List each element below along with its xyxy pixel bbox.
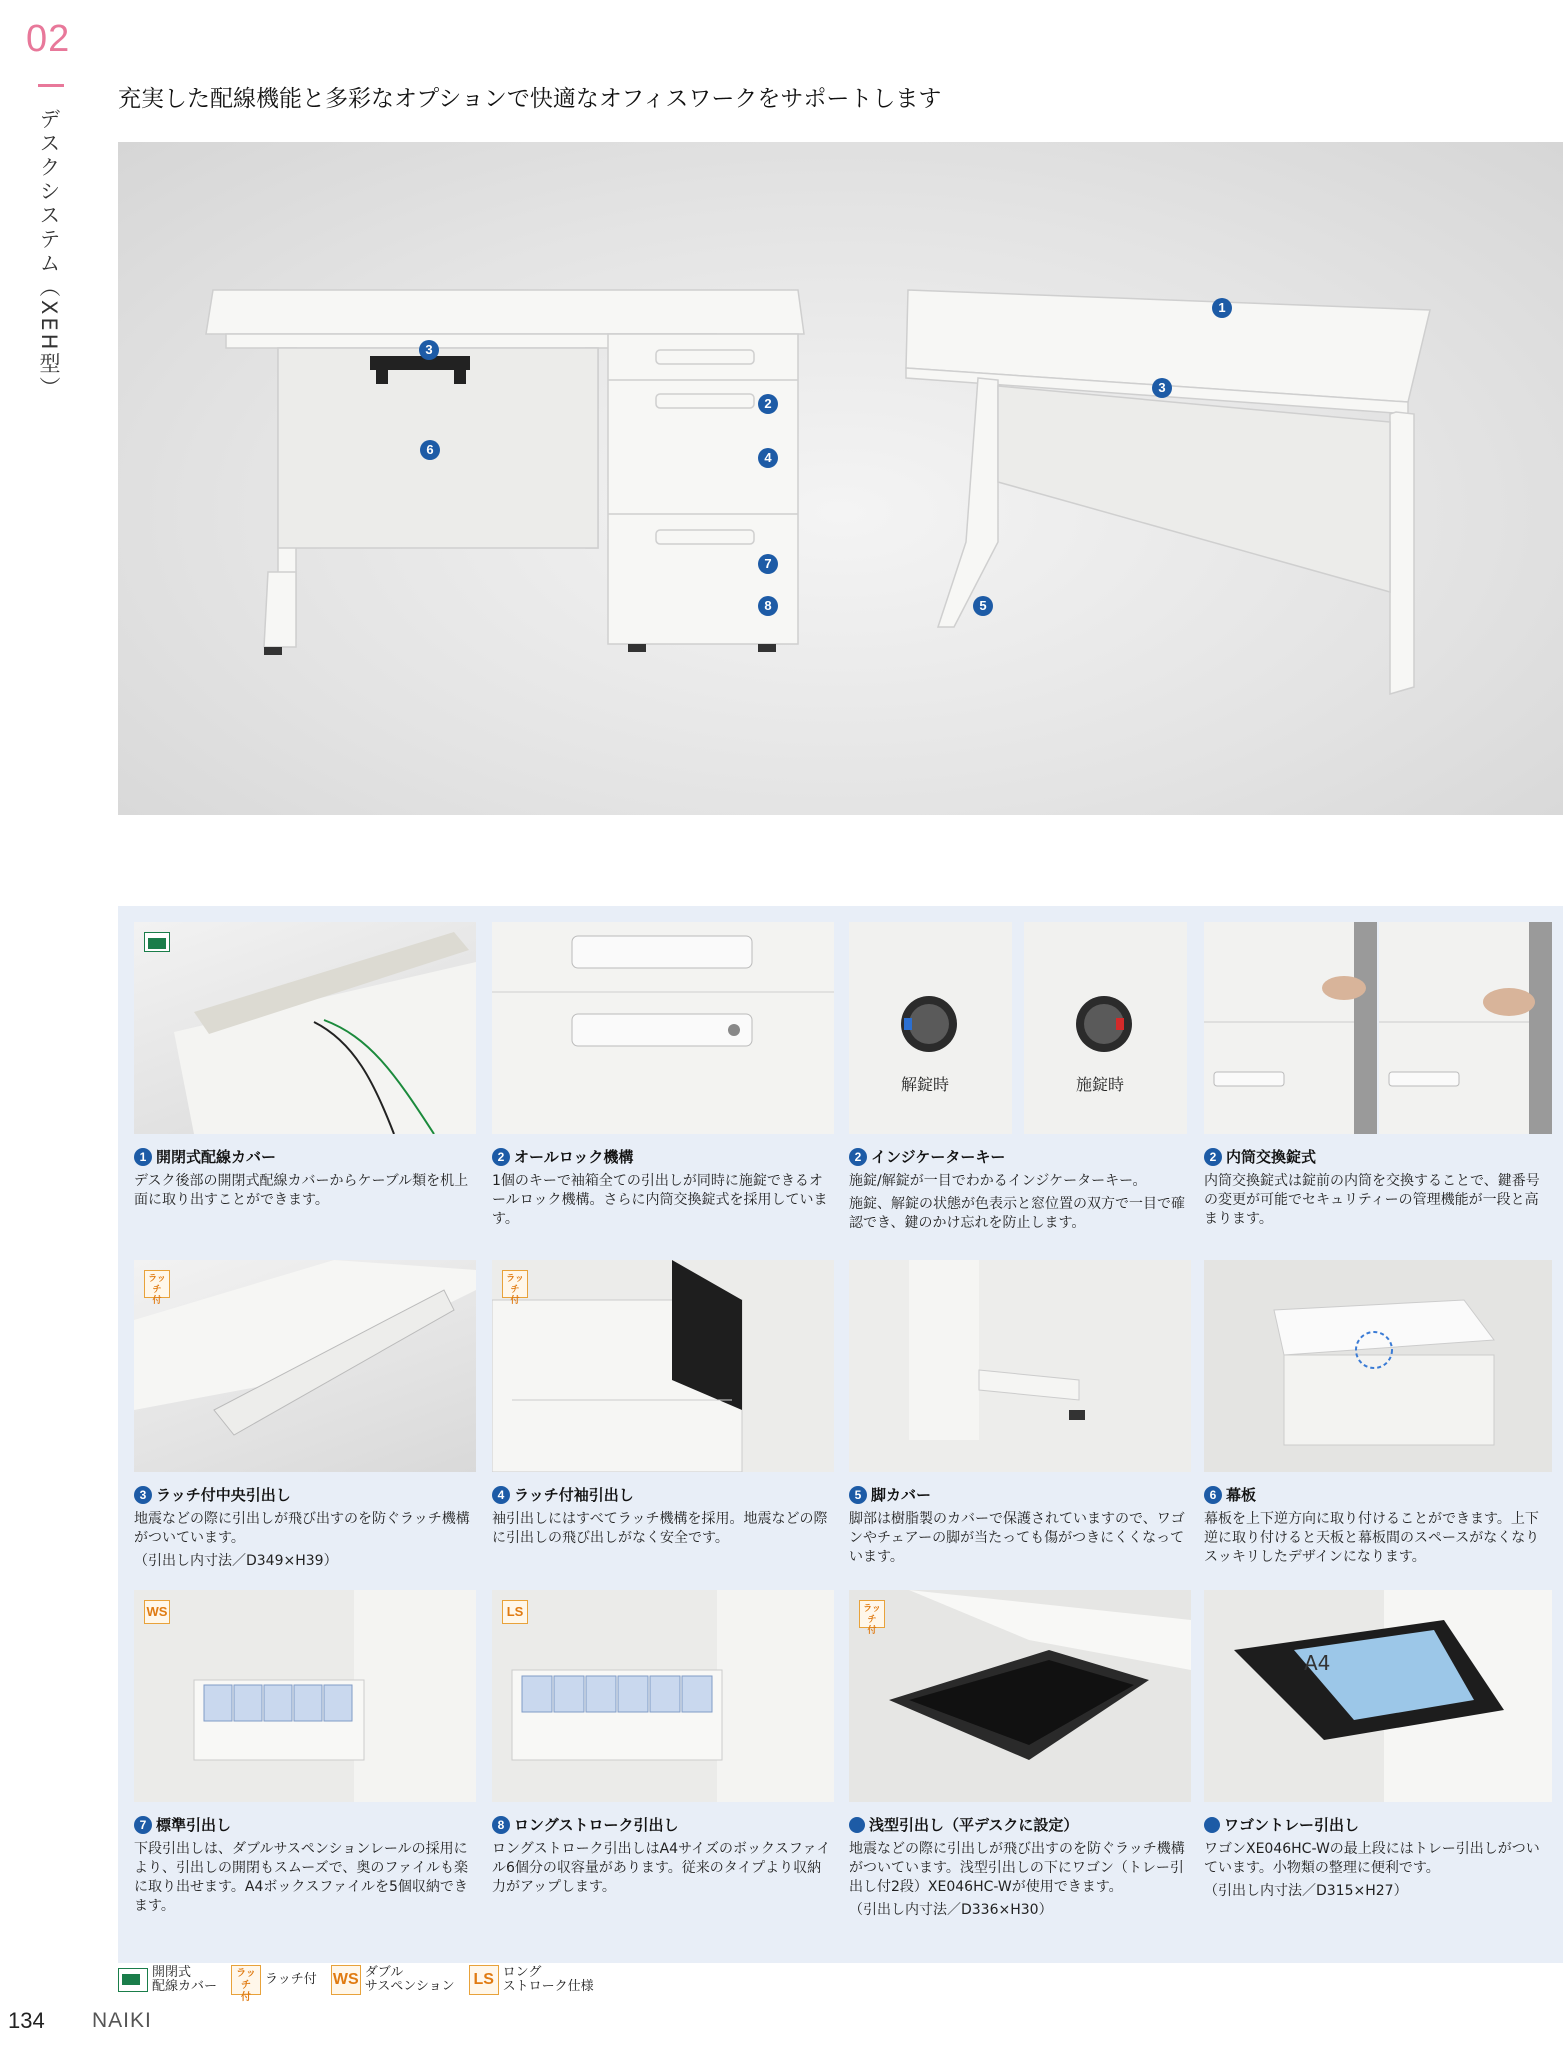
photo-long-stroke-drawer (492, 1590, 834, 1802)
feature-text: ワゴンXE046HC-Wの最上段にはトレー引出しがついています。小物類の整理に便利です。 (1204, 1841, 1540, 1876)
hero-marker-5: 5 (973, 596, 993, 616)
feature-leg-cover (849, 1484, 1191, 1567)
hero-marker-2: 2 (758, 394, 778, 414)
chapter-divider (38, 84, 64, 87)
feature-cylinder-lock (1204, 1146, 1546, 1229)
feature-number: 7 (134, 1816, 152, 1834)
desk-illustration (118, 142, 1563, 815)
feature-wagon-tray (1204, 1814, 1546, 1901)
page-headline: 充実した配線機能と多彩なオプションで快適なオフィスワークをサポートします (118, 86, 942, 112)
latch-badge: ラッチ 付 (859, 1600, 885, 1628)
feature-number: 1 (134, 1148, 152, 1166)
feature-title: 内筒交換錠式 (1226, 1148, 1317, 1166)
feature-title: 標準引出し (156, 1816, 232, 1834)
photo-all-lock (492, 922, 834, 1134)
feature-title: オールロック機構 (514, 1148, 634, 1166)
feature-number: 2 (849, 1148, 867, 1166)
photo-key-unlocked (849, 922, 1012, 1134)
icon-legend (118, 1960, 594, 2003)
feature-title: ワゴントレー引出し (1224, 1816, 1360, 1834)
photo-side-drawer (492, 1260, 834, 1472)
feature-text: ロングストローク引出しはA4サイズのボックスファイル6個分の収容量があります。従来のタイプより収納力がアップします。 (492, 1841, 831, 1895)
feature-text: 下段引出しは、ダブルサスペンションレールの採用により、引出しの開閉もスムーズで、奥のファイルも楽に取り出せます。A4ボックスファイルを5個収納できます。 (134, 1841, 469, 1914)
feature-title: ロングストローク引出し (514, 1816, 679, 1834)
latch-badge: ラッチ 付 (144, 1270, 170, 1298)
photo-shallow-drawer (849, 1590, 1191, 1802)
feature-title: 浅型引出し（平デスクに設定） (869, 1816, 1079, 1834)
feature-number: 4 (492, 1486, 510, 1504)
hero-marker-8: 8 (758, 596, 778, 616)
feature-number: 3 (134, 1486, 152, 1504)
legend-ls (469, 1965, 594, 1995)
feature-text: 施錠、解錠の状態が色表示と窓位置の双方で一目で確認でき、鍵のかけ忘れを防止します。 (849, 1196, 1185, 1231)
feature-number: 2 (492, 1148, 510, 1166)
legend-latch (231, 1965, 317, 2003)
feature-text: 1個のキーで袖箱全ての引出しが同時に施錠できるオールロック機構。さらに内筒交換錠式を採用しています。 (492, 1173, 828, 1227)
hero-marker-7: 7 (758, 554, 778, 574)
photo-cylinder-b (1379, 922, 1552, 1134)
wiring-cover-icon (118, 1968, 148, 1992)
latch-badge: ラッチ 付 (502, 1270, 528, 1298)
legend-label: 開閉式 配線カバー (152, 1965, 218, 1994)
feature-long-stroke-drawer (492, 1814, 834, 1897)
feature-text: 地震などの際に引出しが飛び出すのを防ぐラッチ機構がついています。 (134, 1511, 470, 1546)
photo-wiring-cover (134, 922, 476, 1134)
feature-center-drawer (134, 1484, 476, 1571)
photo-cylinder-a (1204, 922, 1377, 1134)
feature-dimension: （引出し内寸法／D349×H39） (134, 1553, 338, 1569)
unlocked-label: 解錠時 (901, 1075, 950, 1094)
feature-dimension: （引出し内寸法／D336×H30） (849, 1902, 1053, 1918)
hero-photo (118, 142, 1563, 815)
hero-marker-3b: 3 (1152, 378, 1172, 398)
photo-standard-drawer (134, 1590, 476, 1802)
feature-all-lock (492, 1146, 834, 1229)
feature-indicator-key (849, 1146, 1191, 1233)
feature-text: 施錠/解錠が一目でわかるインジケーターキー。 (849, 1173, 1147, 1189)
feature-title: 脚カバー (871, 1486, 932, 1504)
feature-number: 5 (849, 1486, 867, 1504)
legend-cover (118, 1966, 217, 1994)
hero-marker-3a: 3 (419, 340, 439, 360)
feature-number: 6 (1204, 1486, 1222, 1504)
feature-dimension: （引出し内寸法／D315×H27） (1204, 1883, 1408, 1899)
brand-name: NAIKI (92, 2009, 152, 2032)
ls-icon: LS (469, 1965, 499, 1995)
feature-bullet (1204, 1817, 1220, 1833)
feature-number: 8 (492, 1816, 510, 1834)
feature-text: 袖引出しにはすべてラッチ機構を採用。地震などの際に引出しの飛び出しがなく安全です。 (492, 1511, 828, 1546)
chapter-name: デスクシステム（XEH型） (37, 108, 61, 401)
feature-text: デスク後部の開閉式配線カバーからケーブル類を机上面に取り出すことができます。 (134, 1173, 469, 1208)
latch-icon: ラッチ 付 (231, 1965, 261, 1995)
tray-paper-label: A4 (1304, 1651, 1331, 1675)
feature-text: 地震などの際に引出しが飛び出すのを防ぐラッチ機構がついています。浅型引出しの下にワゴン（トレー引出し付2段）XE046HC-Wが使用できます。 (849, 1841, 1185, 1895)
hero-marker-6: 6 (420, 440, 440, 460)
photo-key-locked (1024, 922, 1187, 1134)
feature-title: ラッチ付袖引出し (514, 1486, 634, 1504)
feature-title: インジケーターキー (871, 1148, 1006, 1166)
legend-label: ロング ストローク仕様 (502, 1965, 594, 1994)
feature-text: 幕板を上下逆方向に取り付けることができます。上下逆に取り付けると天板と幕板間のスペースがなくなりスッキリしたデザインになります。 (1204, 1511, 1540, 1565)
feature-wiring-cover (134, 1146, 476, 1210)
chapter-number: 02 (26, 18, 71, 60)
legend-ws (331, 1965, 455, 1995)
locked-label: 施錠時 (1076, 1075, 1125, 1094)
page-number: 134 (8, 2008, 45, 2033)
feature-text: 内筒交換錠式は錠前の内筒を交換することで、鍵番号の変更が可能でセキュリティーの管理機能が一段と高まります。 (1204, 1173, 1540, 1227)
legend-label: ダブル サスペンション (364, 1965, 455, 1994)
feature-shallow-drawer (849, 1814, 1191, 1920)
ls-badge: LS (502, 1600, 528, 1624)
ws-icon: WS (331, 1965, 361, 1995)
feature-title: 開閉式配線カバー (156, 1148, 277, 1166)
photo-leg-cover (849, 1260, 1191, 1472)
feature-text: 脚部は樹脂製のカバーで保護されていますので、ワゴンやチェアーの脚が当たっても傷がつきにくくなっています。 (849, 1511, 1185, 1565)
feature-side-drawer (492, 1484, 834, 1548)
feature-title: 幕板 (1226, 1486, 1257, 1504)
feature-modesty-panel (1204, 1484, 1546, 1567)
ws-badge: WS (144, 1600, 170, 1624)
feature-number: 2 (1204, 1148, 1222, 1166)
photo-wagon-tray (1204, 1590, 1552, 1802)
feature-standard-drawer (134, 1814, 476, 1916)
wiring-cover-badge (144, 932, 170, 952)
feature-title: ラッチ付中央引出し (156, 1486, 291, 1504)
legend-label: ラッチ付 (265, 1972, 317, 1987)
hero-marker-1: 1 (1212, 298, 1232, 318)
photo-center-drawer (134, 1260, 476, 1472)
feature-bullet (849, 1817, 865, 1833)
hero-marker-4: 4 (758, 448, 778, 468)
photo-modesty-panel (1204, 1260, 1552, 1472)
feature-panel (118, 906, 1563, 1963)
